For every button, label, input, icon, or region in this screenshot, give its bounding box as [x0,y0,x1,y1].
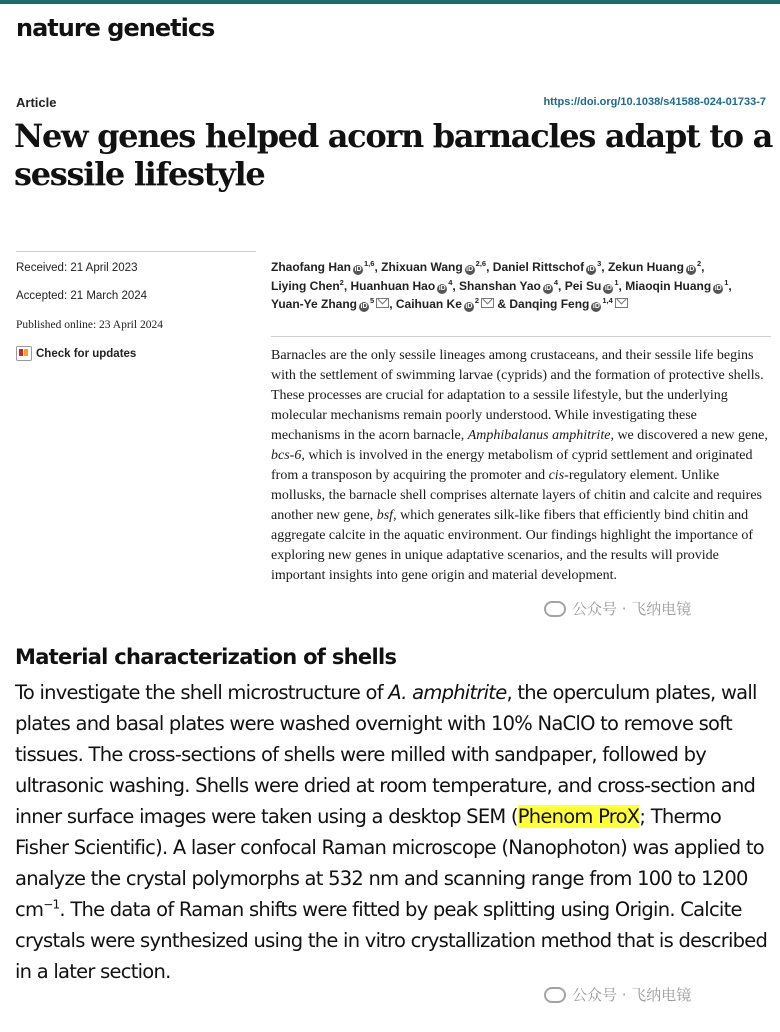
orcid-icon[interactable]: iD [592,303,600,310]
journal-logo: nature genetics [16,14,215,42]
author-name[interactable]: Zhaofang Han iD$^{1,6}$ [271,259,375,274]
affiliation-marker: 2 [696,259,702,268]
orcid-icon[interactable]: iD [587,266,595,273]
affiliation-marker: 1,6 [364,259,375,268]
abstract-divider [271,336,771,337]
wechat-logo-icon [544,601,566,617]
author-and: & [497,297,510,311]
email-icon[interactable] [376,298,389,308]
author-name[interactable]: Miaoqin Huang $iD^1$ [625,277,729,293]
email-icon[interactable] [481,298,494,308]
affiliation-marker: 4 [448,277,453,287]
crossmark-icon [16,346,32,361]
affiliation-marker: 1,4 [602,296,613,305]
affiliation-marker: 2,6 [475,259,487,268]
orcid-icon[interactable]: iD [354,266,362,273]
article-title: New genes helped acorn barnacles adapt to a sessile lifestyle [14,117,773,193]
body-text: To investigate the shell microstructure of [15,681,389,704]
orcid-icon[interactable]: iD [360,303,368,310]
author-name[interactable]: Zekun Huang $iD^2$ [607,259,702,274]
watermark-text: 公众号 · 飞纳电镜 [572,600,692,618]
doi-link[interactable]: https://doi.org/10.1038/s41588-024-01733-7 [543,96,766,108]
body-text: ; Thermo Fisher Scientific). A laser confocal Raman microscope (Nanophoton) was applied to analyze the crystal polymorphs at 532 nm and scanning range from 100 to 1200 cm [15,805,764,921]
affiliation-marker: 1 [724,277,729,287]
abstract-text: , we discovered a new gene, [610,428,768,443]
meta-divider [16,251,256,252]
author-name[interactable]: Yuan-Ye Zhang $iD^5$ [271,297,389,311]
abstract-text: -regulatory element. Unlike mollusks, the barnacle shell comprises alternate layers of chitin and calcite and requires another new gene, [271,468,762,523]
email-icon[interactable] [615,298,628,308]
affiliation-marker: 2 [474,296,480,305]
orcid-icon[interactable]: iD [438,284,446,292]
author-name[interactable]: Shanshan Yao $iD^4$ [459,277,559,293]
abstract-text: , which is involved in the energy metabolism of cyprid settlement and originated from a transposon by acquiring the promoter and [271,448,753,483]
abstract-text: Barnacles are the only sessile lineages among crustaceans, and their sessile life begins with the settlement of swimming larvae (cyprids) and the formation of protective shells. These processes are crucial for adaptation to a sessile lifestyle, but the underlying molecular mechanisms remain poorly understood. While investigating these mechanisms in the acorn barnacle, [271,348,764,443]
species-name: Amphibalanus amphitrite [467,428,611,443]
affiliation-marker: 1 [614,277,619,287]
cis-term: cis [548,468,565,483]
top-accent-bar [0,0,780,4]
author-name[interactable]: Huanhuan Hao $iD^4$ [350,277,453,293]
watermark [544,598,691,619]
body-text: . The data of Raman shifts were fitted by peak splitting using Origin. Calcite crystals were synthesized using the in vitro crystallization method that is described in a later section. [15,898,768,983]
published-date: Published online: 23 April 2024 [16,319,163,331]
check-for-updates-label: Check for updates [36,347,137,360]
wechat-logo-icon [544,987,566,1003]
gene-name: bcs-6 [271,448,302,463]
author-list: Zhaofang Han iD$^{1,6}$, Zhixuan Wang iD$^{2,6}$, Daniel Rittschof $iD^3$, Zekun Huang $iD^2$, Liying Chen$^2$, Huanhuan Hao $iD^4$, Shanshan Yao $iD^4$, Pei Su $iD^1$, Miaoqin Huang $iD^1$, Yuan-Ye Zhang $iD^5$ , Caihuan Ke $iD^2$ & Danqing Feng iD$^{1,4}$ [271,259,732,311]
affiliation-marker: 2 [339,277,344,287]
article-type-label: Article [16,95,57,110]
accepted-date: Accepted: 21 March 2024 [16,290,148,302]
watermark [544,984,691,1005]
body-text: , the operculum plates, wall plates and basal plates were washed overnight with 10% NaClO to remove soft tissues. The cross-sections of shells were milled with sandpaper, followed by ultrasonic washing. Shells were dried at room temperature, and cross-section and inner surface images were taken using a desktop SEM ( [15,681,757,828]
author-name[interactable]: Zhixuan Wang iD$^{2,6}$ [381,259,487,274]
section-heading: Material characterization of shells [15,645,397,669]
abstract [271,346,769,586]
affiliation-marker: 4 [553,277,559,287]
species-name: A. amphitrite [388,681,507,704]
affiliation-marker: 5 [370,296,375,305]
orcid-icon[interactable]: iD [687,266,695,273]
author-name[interactable]: Daniel Rittschof $iD^3$ [492,259,602,274]
section-body [15,677,775,987]
author-name[interactable]: Caihuan Ke $iD^2$ [396,297,494,311]
unit-superscript: −1 [43,897,60,912]
gene-name: bsf [376,508,394,523]
author-name[interactable]: Danqing Feng iD$^{1,4}$ [509,297,627,311]
received-date: Received: 21 April 2023 [16,262,138,274]
affiliation-marker: 3 [597,259,602,268]
abstract-text: , which generates silk-like fibers that efficiently bind chitin and aggregate calcite in the aquatic environment. Our findings highlight the importance of exploring new genes in unique adaptative scenarios, and the results will provide important insights into gene origin and material development. [271,508,754,583]
author-name[interactable]: Pei Su $iD^1$ [564,277,619,293]
orcid-icon[interactable]: iD [604,284,612,292]
check-for-updates-button[interactable] [16,346,136,361]
watermark-text: 公众号 · 飞纳电镜 [572,986,692,1004]
orcid-icon[interactable]: iD [465,303,473,310]
orcid-icon[interactable]: iD [466,266,474,273]
orcid-icon[interactable]: iD [714,284,722,292]
orcid-icon[interactable]: iD [544,284,552,292]
highlighted-term: Phenom ProX [517,805,640,828]
author-name[interactable]: Liying Chen$^2$ [271,277,344,293]
